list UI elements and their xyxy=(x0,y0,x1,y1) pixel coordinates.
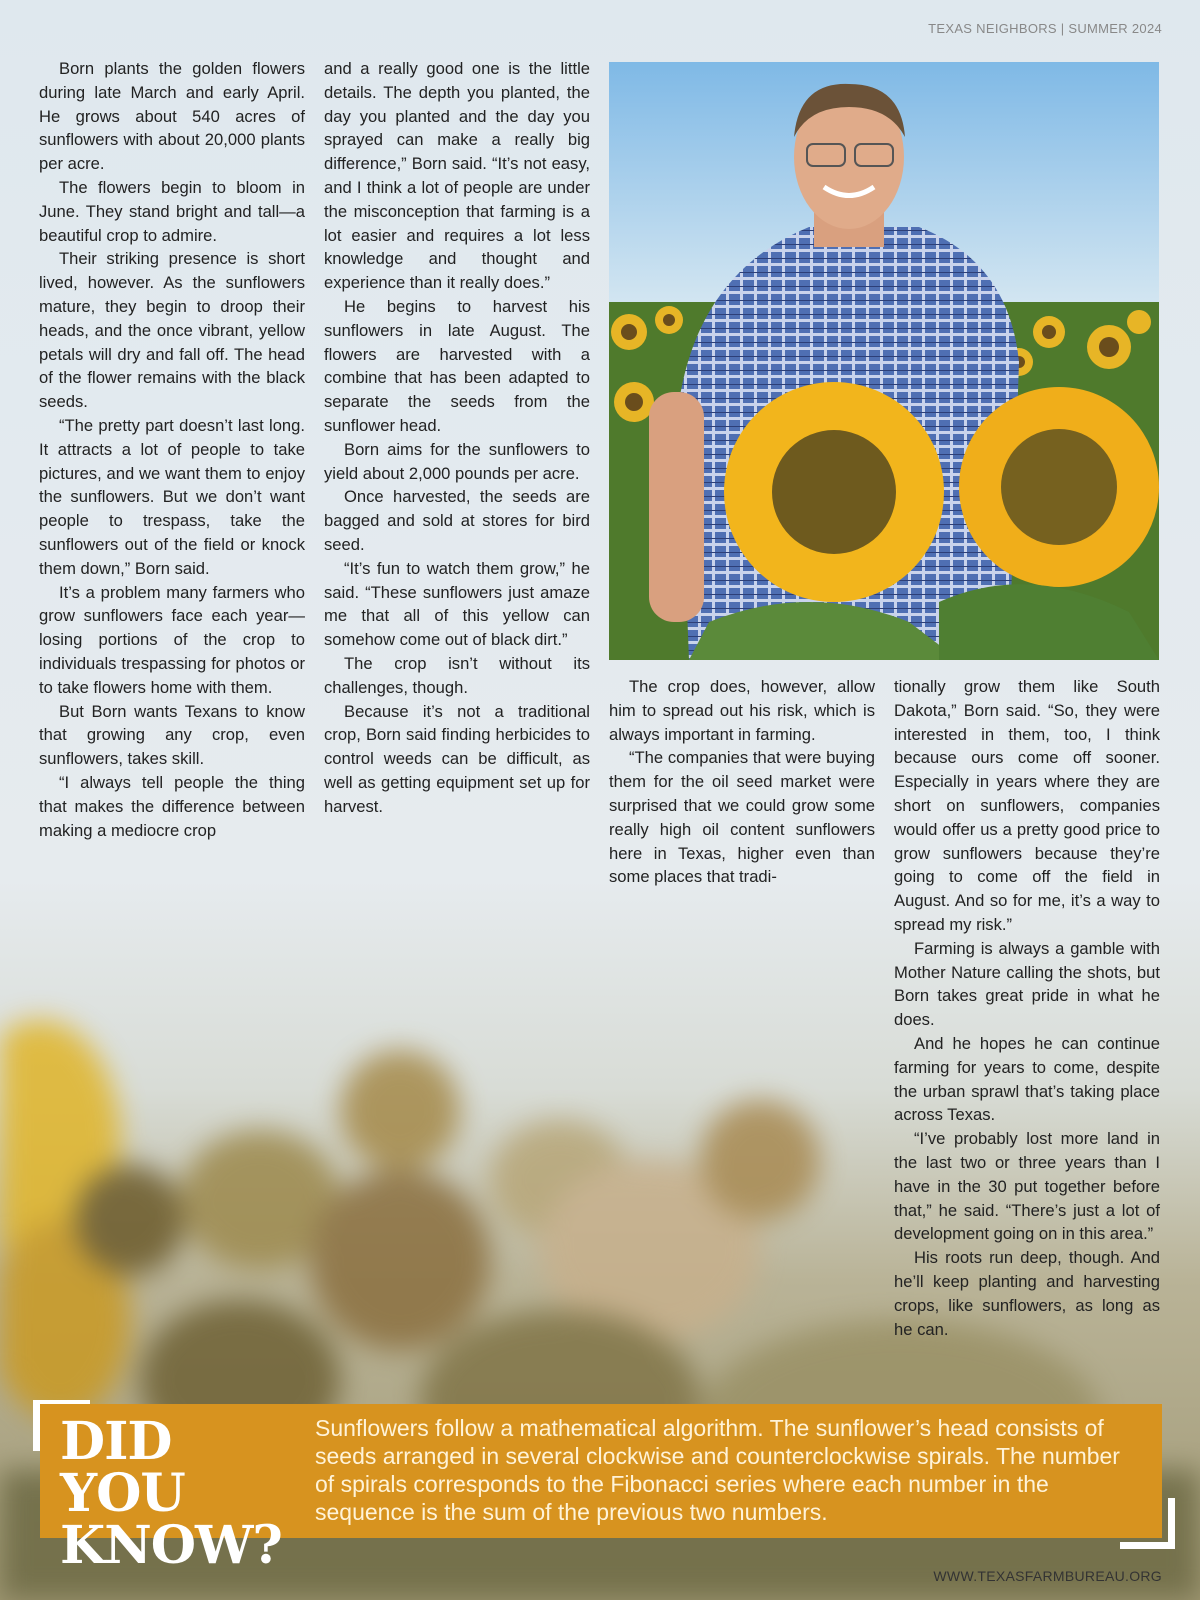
farmer-photo-illustration xyxy=(609,62,1159,660)
paragraph: He begins to harvest his sunflowers in late August. The flowers are harvested with a combine that has been adapted to separate the seeds from the sunflower head. xyxy=(324,296,590,435)
paragraph: The crop isn’t without its challenges, though. xyxy=(324,653,590,697)
paragraph: Their striking presence is short lived, however. As the sunflowers mature, they begin to droop their heads, and the once vibrant, yellow petals will dry and fall off. The head of the flower remains with the black seeds. xyxy=(39,249,305,412)
paragraph: Farming is always a gamble with Mother Nature calling the shots, but Born takes great pride in what he does. xyxy=(894,938,1160,1030)
paragraph: “The pretty part doesn’t last long. It attracts a lot of people to take pictures, and we want them to enjoy the sunflowers. But we don’t want people to trespass, take the sunflowers out of the field or knock them down,” Born said. xyxy=(39,415,305,578)
running-head: TEXAS NEIGHBORS | SUMMER 2024 xyxy=(928,21,1162,36)
did-you-know-title-line-1: DID YOU xyxy=(60,1411,185,1524)
paragraph: But Born wants Texans to know that growing any crop, even sunflowers, takes skill. xyxy=(39,701,305,769)
did-you-know-body: Sunflowers follow a mathematical algorithm. The sunflower’s head consists of seeds arranged in several clockwise and counterclockwise spirals. The number of spirals corresponds to the Fibonacci series where each number in the sequence is the sum of the previous two numbers. xyxy=(315,1415,1120,1525)
paragraph: The flowers begin to bloom in June. They stand bright and tall—a beautiful crop to admire. xyxy=(39,177,305,245)
paragraph: “I’ve probably lost more land in the last two or three years than I have in the 30 put together before that,” he said. “There’s just a lot of development going on in this area.” xyxy=(894,1129,1160,1244)
article-column-3 xyxy=(609,675,875,889)
paragraph: “I always tell people the thing that makes the difference between making a mediocre crop xyxy=(39,772,305,840)
paragraph: It’s a problem many farmers who grow sunflowers face each year—losing portions of the crop to individuals trespassing for photos or to take flowers home with them. xyxy=(39,582,305,697)
article-column-2 xyxy=(324,57,590,819)
footer-url: WWW.TEXASFARMBUREAU.ORG xyxy=(933,1568,1162,1584)
paragraph: Born plants the golden flowers during late March and early April. He grows about 540 acres of sunflowers with about 20,000 plants per acre. xyxy=(39,59,305,174)
paragraph: Born aims for the sunflowers to yield about 2,000 pounds per acre. xyxy=(324,439,590,483)
paragraph: And he hopes he can continue farming for years to come, despite the urban sprawl that’s taking place across Texas. xyxy=(894,1033,1160,1125)
paragraph: tionally grow them like South Dakota,” Born said. “So, they were interested in them, too, I think because ours come off sooner. Especially in years where they are short on sunflowers, companies would offer us a pretty good price to grow sunflowers because they’re going to come off the field in August. And so for me, it’s a way to spread my risk.” xyxy=(894,677,1160,934)
did-you-know-title xyxy=(60,1411,300,1576)
farmer-photo xyxy=(609,62,1159,660)
paragraph: Because it’s not a traditional crop, Born said finding herbicides to control weeds can be difficult, as well as getting equipment set up for harvest. xyxy=(324,701,590,816)
paragraph: The crop does, however, allow him to spread out his risk, which is always important in farming. xyxy=(609,677,875,744)
paragraph: “It’s fun to watch them grow,” he said. “These sunflowers just amaze me that all of this yellow can somehow come out of black dirt.” xyxy=(324,558,590,650)
paragraph: His roots run deep, though. And he’ll keep planting and harvesting crops, like sunflowers, as long as he can. xyxy=(894,1248,1160,1339)
paragraph: and a really good one is the little details. The depth you planted, the day you planted and the day you sprayed can make a really big difference,” Born said. “It’s not easy, and I think a lot of people are under the misconception that farming is a lot easier and requires a lot less knowledge and thought and experience than it really does.” xyxy=(324,59,590,293)
callout-bracket-bottom-right xyxy=(1120,1498,1175,1549)
article-column-4 xyxy=(894,675,1160,1341)
article-column-1 xyxy=(39,57,305,842)
paragraph: Once harvested, the seeds are bagged and sold at stores for bird seed. xyxy=(324,487,590,554)
did-you-know-title-line-2: KNOW? xyxy=(60,1515,282,1576)
paragraph: “The companies that were buying them for the oil seed market were surprised that we could grow some really high oil content sunflowers here in Texas, higher even than some places that tradi- xyxy=(609,748,875,887)
